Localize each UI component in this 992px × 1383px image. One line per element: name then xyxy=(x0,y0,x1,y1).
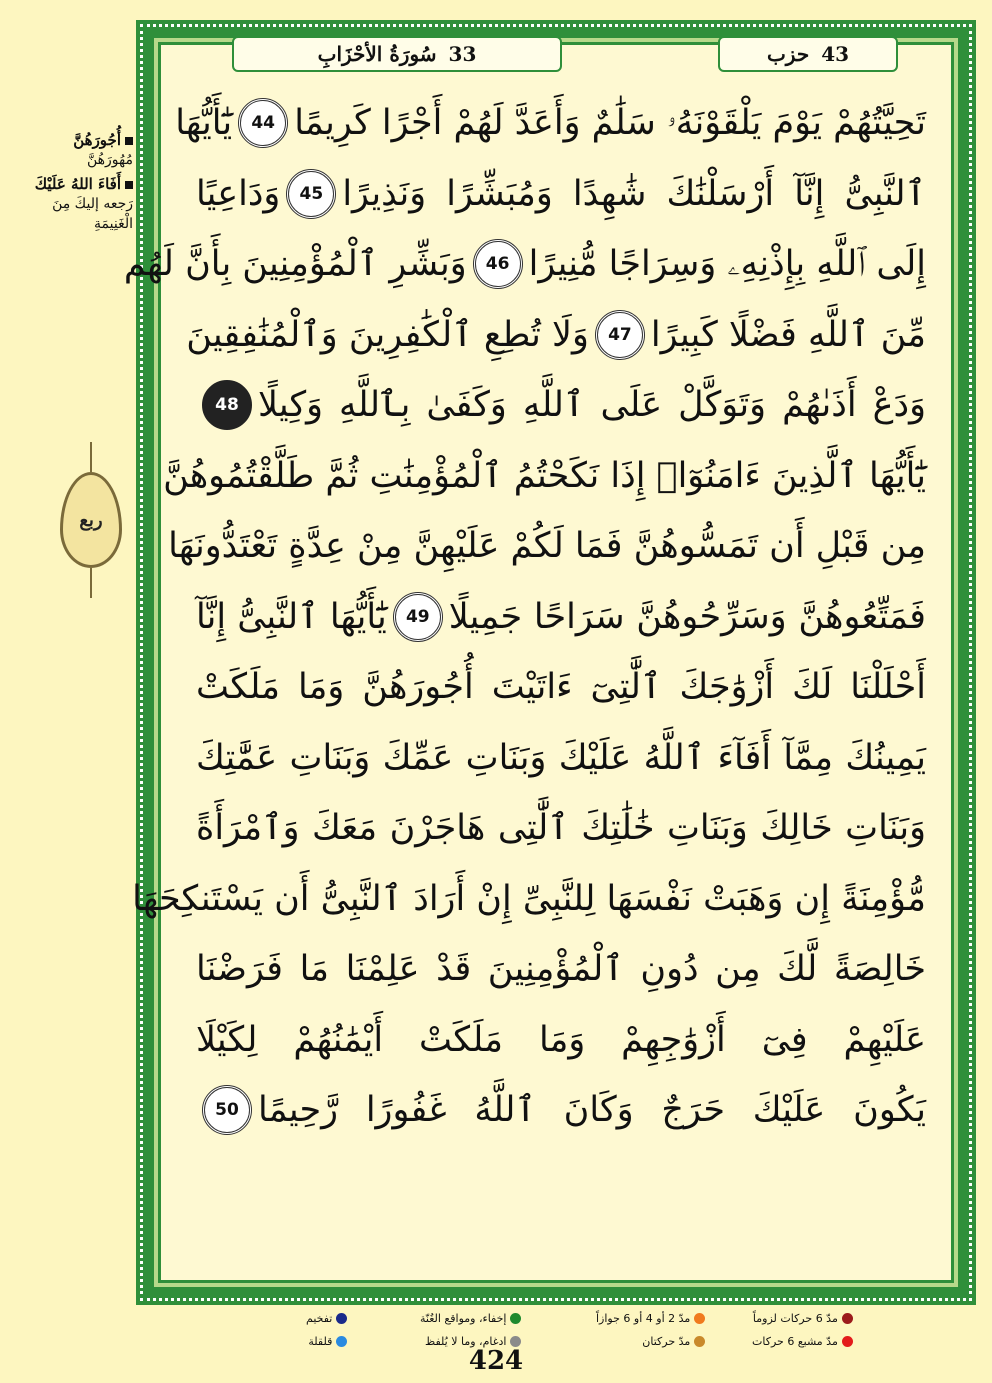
verse-line xyxy=(196,159,926,230)
margin-note-key: أُجُورَهُنَّ xyxy=(73,131,121,149)
margin-note xyxy=(18,174,133,234)
verse-line-text: فَمَتِّعُوهُنَّ وَسَرِّحُوهُنَّ سَرَاحًا جَمِيلًا xyxy=(448,596,926,637)
verse-line-text: خَالِصَةً لَّكَ مِن دُونِ ٱلْمُؤْمِنِينَ قَدْ عَلِمْنَا مَا فَرَضْنَا xyxy=(196,949,926,990)
color-dot-icon xyxy=(694,1313,705,1324)
verse-number-marker: 50 xyxy=(202,1085,252,1135)
verse-line-text: مُّؤْمِنَةً إِن وَهَبَتْ نَفْسَهَا لِلنَّبِىِّ إِنْ أَرَادَ ٱلنَّبِىُّ أَن يَسْتَنكِحَهَا xyxy=(132,878,926,919)
bullet-icon xyxy=(125,137,133,145)
verse-line-text: مِن قَبْلِ أَن تَمَسُّوهُنَّ فَمَا لَكُمْ عَلَيْهِنَّ مِنْ عِدَّةٍ تَعْتَدُّونَهَا xyxy=(168,526,926,567)
legend-item: مدّ 6 حركات لزوماً xyxy=(752,1312,853,1325)
verse-line-text: ٱلنَّبِىُّ إِنَّآ أَرْسَلْنَٰكَ شَٰهِدًا وَمُبَشِّرًا وَنَذِيرًا xyxy=(342,173,926,214)
legend-item: قلقلة xyxy=(306,1335,347,1348)
verse-line xyxy=(196,652,926,723)
legend-item: تفخيم xyxy=(306,1312,347,1325)
verse-line xyxy=(196,582,926,653)
verse-number-marker: 48 xyxy=(202,380,252,430)
verse-line xyxy=(196,934,926,1005)
verse-line xyxy=(168,511,926,582)
hizb-label: حزب xyxy=(766,42,810,66)
legend-item: ادغام، وما لا يُلفظ xyxy=(420,1335,521,1348)
verse-line xyxy=(186,300,926,371)
verse-line-continuation: وَلَا تُطِعِ ٱلْكَٰفِرِينَ وَٱلْمُنَٰفِقِينَ xyxy=(186,314,589,355)
verse-line-continuation: وَبَشِّرِ ٱلْمُؤْمِنِينَ بِأَنَّ لَهُم xyxy=(123,244,467,285)
verse-line xyxy=(163,441,926,512)
legend-item: مدّ 2 أو 4 أو 6 جوازاً xyxy=(596,1312,705,1325)
legend-item: مدّ حركتان xyxy=(596,1335,705,1348)
bullet-icon xyxy=(125,181,133,189)
verse-number-marker: 49 xyxy=(393,592,443,642)
surah-name: سُورَةُ الأحْزَابِ xyxy=(317,42,437,66)
verse-line-text: تَحِيَّتُهُمْ يَوْمَ يَلْقَوْنَهُۥ سَلَٰمٌ وَأَعَدَّ لَهُمْ أَجْرًا كَرِيمًا xyxy=(294,103,926,144)
legend-column xyxy=(752,1312,853,1348)
verse-line-continuation: يَٰٓأَيُّهَا xyxy=(175,103,233,144)
color-dot-icon xyxy=(336,1313,347,1324)
legend-item: إخفاء، ومواقع الغُنّة xyxy=(420,1312,521,1325)
verse-line-text: أَحْلَلْنَا لَكَ أَزْوَٰجَكَ ٱلَّٰتِىٓ ءَاتَيْتَ أُجُورَهُنَّ وَمَا مَلَكَتْ xyxy=(196,667,926,708)
page-number: 424 xyxy=(468,1346,524,1376)
verse-line-continuation: وَدَاعِيًا xyxy=(196,173,281,214)
verse-line xyxy=(196,1005,926,1076)
margin-note-meaning: رَجعه إليكَ مِنَ الْغَنِيمَةِ xyxy=(52,196,133,232)
rub-marker xyxy=(60,430,122,610)
verse-number-marker: 45 xyxy=(286,169,336,219)
color-dot-icon xyxy=(510,1313,521,1324)
verse-line xyxy=(175,88,926,159)
rub-ornament-icon xyxy=(60,472,122,568)
verse-line-text: يَمِينُكَ مِمَّآ أَفَآءَ ٱللَّهُ عَلَيْكَ وَبَنَاتِ عَمِّكَ وَبَنَاتِ عَمَّٰتِكَ xyxy=(196,737,926,778)
verse-line xyxy=(123,229,926,300)
hizb-number: 43 xyxy=(821,42,850,66)
surah-header xyxy=(232,36,562,72)
legend-column xyxy=(306,1312,347,1348)
verse-line-text: يَٰٓأَيُّهَا ٱلَّذِينَ ءَامَنُوٓا۟ إِذَا نَكَحْتُمُ ٱلْمُؤْمِنَٰتِ ثُمَّ طَلَّقْتُمُوهُنَّ xyxy=(163,455,926,496)
margin-note xyxy=(18,130,133,170)
verse-line-text: وَدَعْ أَذَىٰهُمْ وَتَوَكَّلْ عَلَى ٱللَّهِ وَكَفَىٰ بِٱللَّهِ وَكِيلًا xyxy=(258,385,926,426)
verse-line xyxy=(196,793,926,864)
surah-number: 33 xyxy=(448,42,477,66)
verse-line-text: إِلَى ٱللَّهِ بِإِذْنِهِۦ وَسِرَاجًا مُّنِيرًا xyxy=(528,244,926,285)
margin-note-key: أَفَاءَ اللهُ عَلَيْكَ xyxy=(34,175,121,193)
rub-label: ربع xyxy=(79,509,103,531)
color-dot-icon xyxy=(842,1313,853,1324)
hizb-header xyxy=(718,36,898,72)
verse-line-text: عَلَيْهِمْ فِىٓ أَزْوَٰجِهِمْ وَمَا مَلَكَتْ أَيْمَٰنُهُمْ لِكَيْلَا xyxy=(196,1019,926,1060)
legend-column xyxy=(420,1312,521,1348)
verse-text-block xyxy=(123,88,926,1218)
verse-number-marker: 46 xyxy=(473,239,523,289)
verse-line-text: مِّنَ ٱللَّهِ فَضْلًا كَبِيرًا xyxy=(650,314,926,355)
margin-note-meaning: مُهُورَهُنَّ xyxy=(87,152,133,168)
verse-line-text: يَكُونَ عَلَيْكَ حَرَجٌ وَكَانَ ٱللَّهُ غَفُورًا رَّحِيمًا xyxy=(258,1090,926,1131)
verse-line xyxy=(196,370,926,441)
legend-item: مدّ مشبع 6 حركات xyxy=(752,1335,853,1348)
verse-line xyxy=(132,864,926,935)
verse-line xyxy=(196,1075,926,1146)
verse-line xyxy=(196,723,926,794)
verse-line-text: وَبَنَاتِ خَالِكَ وَبَنَاتِ خَٰلَٰتِكَ ٱلَّٰتِى هَاجَرْنَ مَعَكَ وَٱمْرَأَةً xyxy=(196,808,926,849)
verse-number-marker: 44 xyxy=(238,98,288,148)
legend-column xyxy=(596,1312,705,1348)
margin-notes xyxy=(18,130,133,238)
verse-line-continuation: يَٰٓأَيُّهَا ٱلنَّبِىُّ إِنَّآ xyxy=(196,596,387,637)
verse-number-marker: 47 xyxy=(595,310,645,360)
